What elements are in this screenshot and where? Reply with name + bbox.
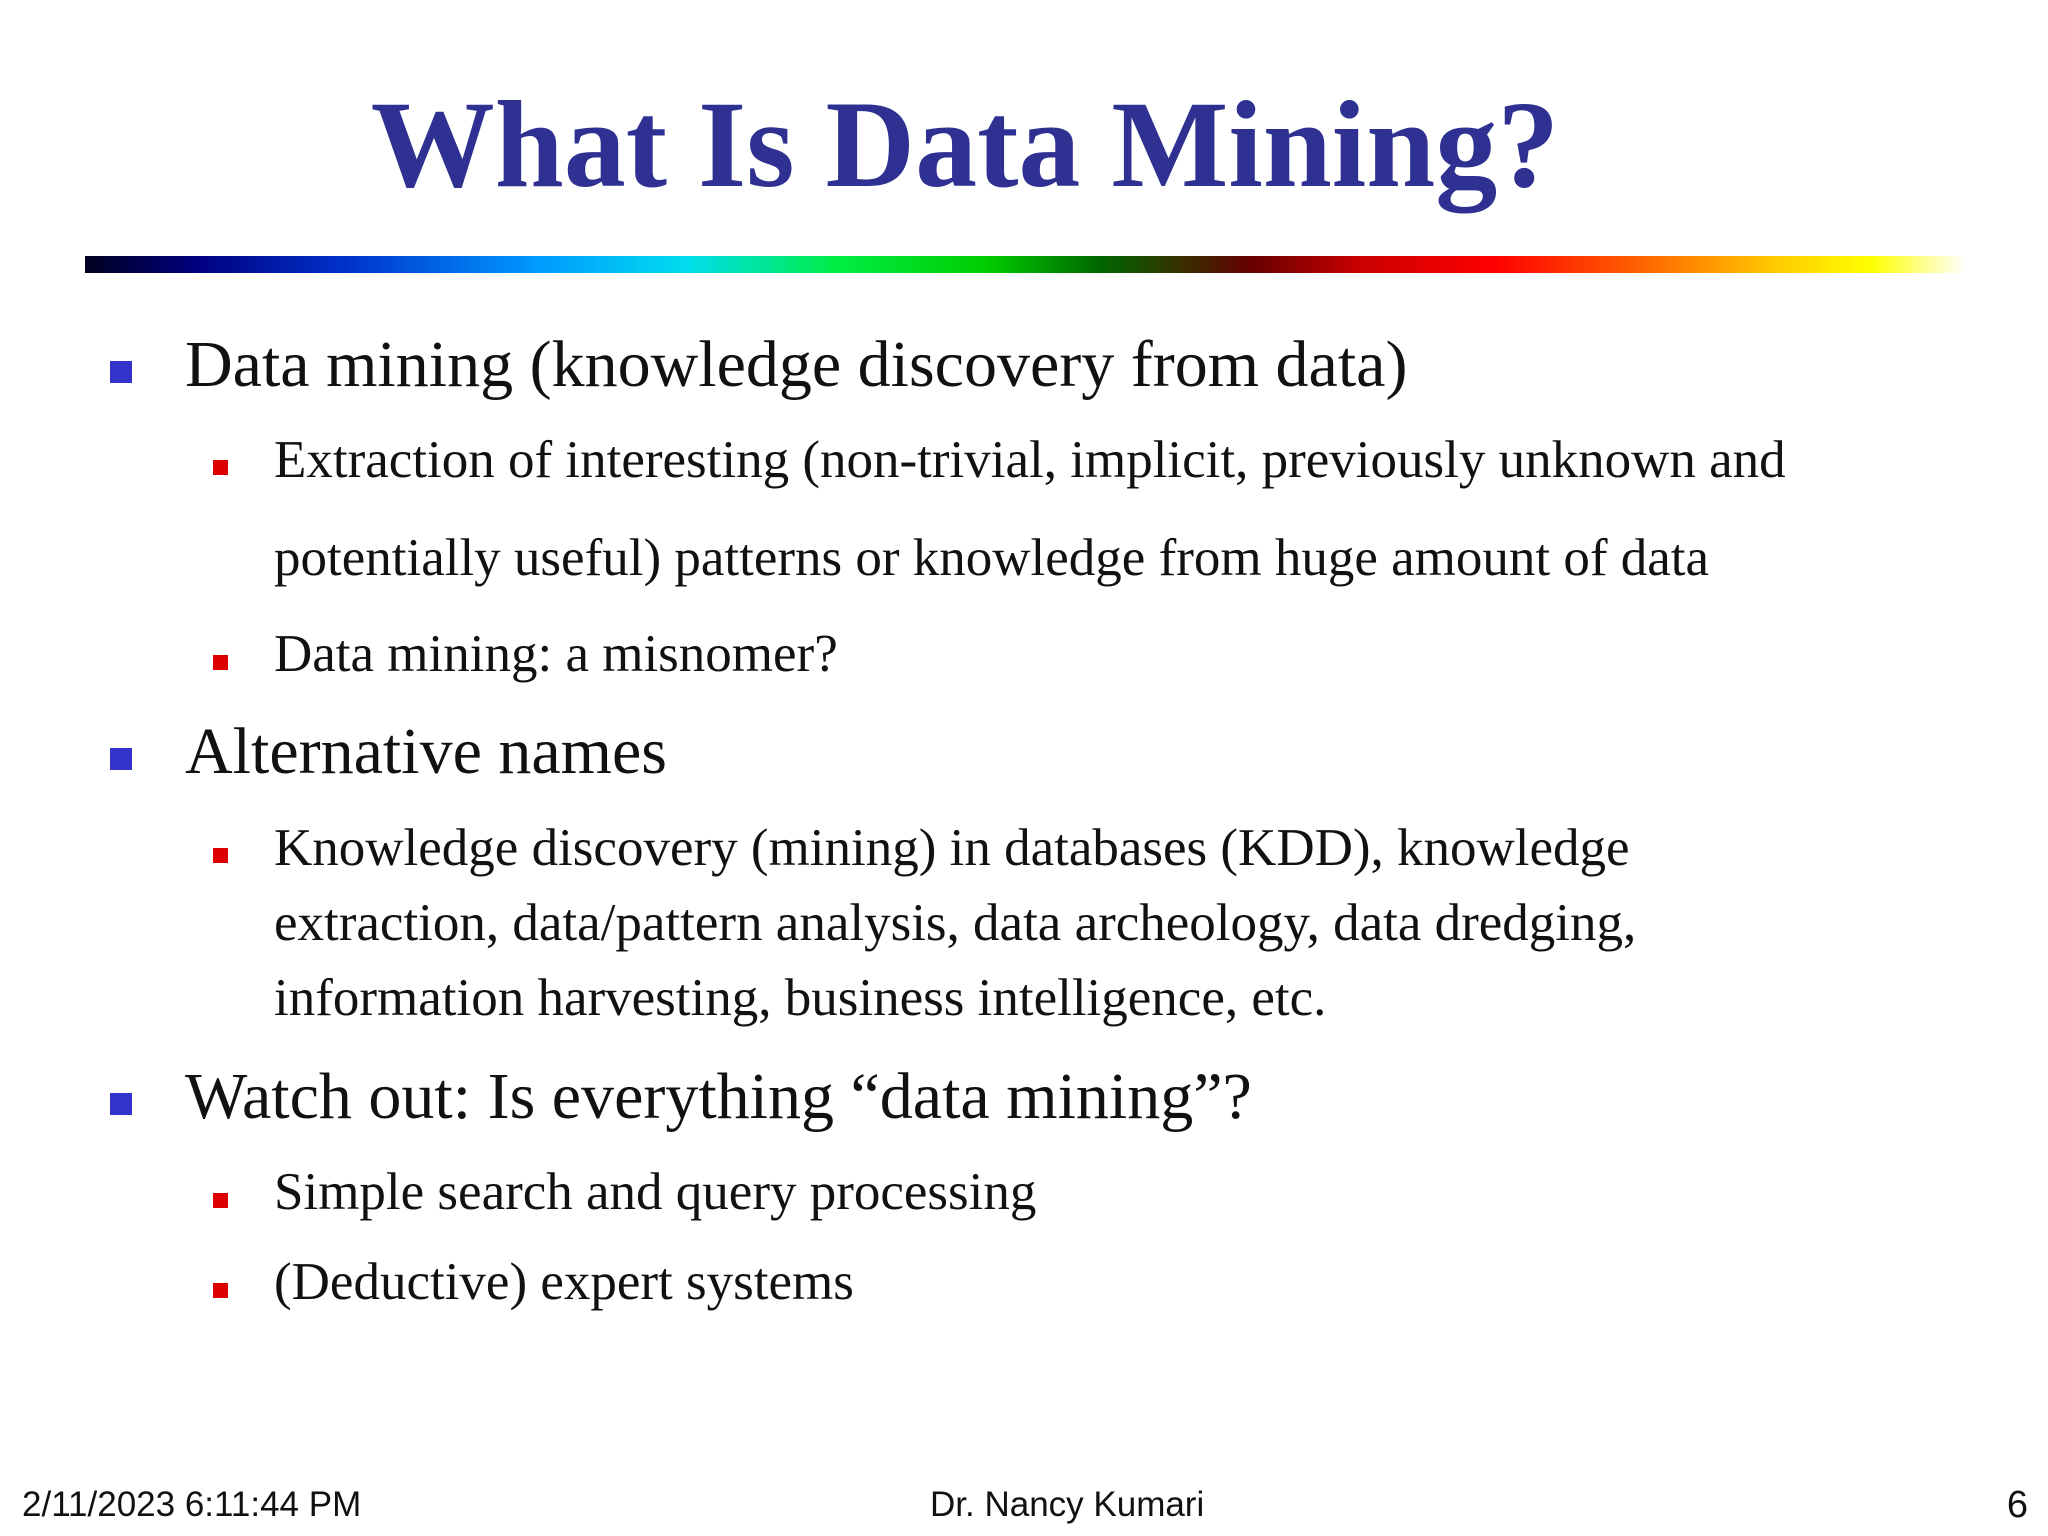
- bullet-item: Alternative names: [185, 715, 667, 788]
- slide-title: What Is Data Mining?: [370, 76, 1560, 213]
- sub-bullet-marker-icon: [213, 460, 228, 475]
- slide-number: 6: [2006, 1484, 2028, 1526]
- sub-bullet-item: Simple search and query processing: [274, 1163, 1037, 1221]
- sub-bullet-item: (Deductive) expert systems: [274, 1253, 854, 1311]
- bullet-marker-icon: [110, 748, 132, 770]
- bullet-item: Watch out: Is everything “data mining”?: [185, 1060, 1252, 1133]
- sub-bullet-marker-icon: [213, 848, 228, 863]
- sub-bullet-item-continued: potentially useful) patterns or knowledge from huge amount of data: [274, 529, 1710, 587]
- footer-author: Dr. Nancy Kumari: [930, 1485, 1205, 1524]
- sub-bullet-marker-icon: [213, 1283, 228, 1298]
- sub-bullet-item: Knowledge discovery (mining) in databases (KDD), knowledge: [274, 819, 1630, 877]
- sub-bullet-item: Data mining: a misnomer?: [274, 625, 838, 683]
- sub-bullet-item: Extraction of interesting (non-trivial, implicit, previously unknown and: [274, 431, 1786, 489]
- bullet-item: Data mining (knowledge discovery from data): [185, 328, 1408, 401]
- footer-datetime: 2/11/2023 6:11:44 PM: [22, 1485, 362, 1524]
- sub-bullet-marker-icon: [213, 1193, 228, 1208]
- sub-bullet-item-continued: information harvesting, business intelligence, etc.: [274, 969, 1327, 1027]
- bullet-marker-icon: [110, 1093, 132, 1115]
- bullet-marker-icon: [110, 361, 132, 383]
- sub-bullet-marker-icon: [213, 655, 228, 670]
- sub-bullet-item-continued: extraction, data/pattern analysis, data archeology, data dredging,: [274, 894, 1637, 952]
